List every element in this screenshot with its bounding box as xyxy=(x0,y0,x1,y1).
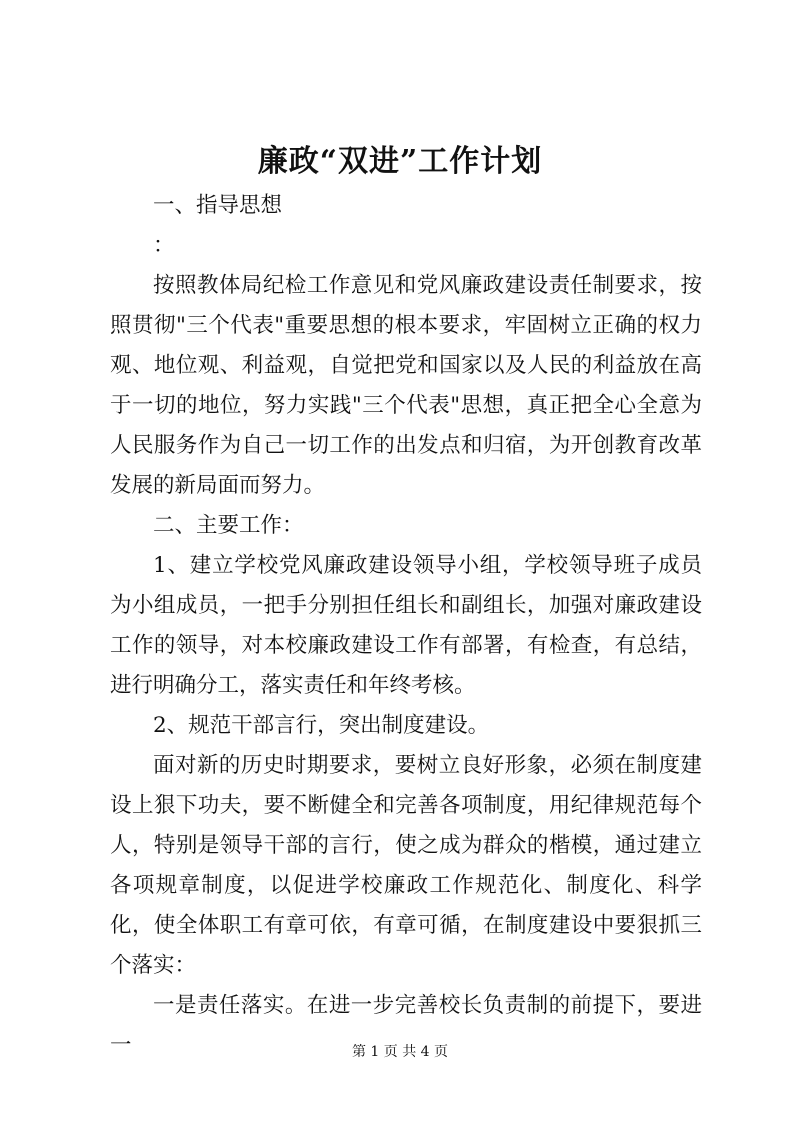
section-heading-main-work: 二、主要工作： xyxy=(153,513,304,538)
colon-line: ： xyxy=(153,233,175,258)
document-body xyxy=(110,186,702,1066)
paragraph-item-2: 2、规范干部言行，突出制度建设。 xyxy=(153,713,490,738)
paragraph-item-1: 1、建立学校党风廉政建设领导小组，学校领导班子成员为小组成员，一把手分别担任组长和副组长，加强对廉政建设工作的领导，对本校廉政建设工作有部署，有检查，有总结，进行明确分工，落实责任和年终考核。 xyxy=(110,553,702,698)
paragraph-responsibility: 一是责任落实。在进一步完善校长负责制的前提下，要进一 xyxy=(110,993,702,1058)
paragraph-guiding-ideology: 按照教体局纪检工作意见和党风廉政建设责任制要求，按照贯彻"三个代表"重要思想的根本要求，牢固树立正确的权力观、地位观、利益观，自觉把党和国家以及人民的利益放在高于一切的地位，努力实践"三个代表"思想，真正把全心全意为人民服务作为自己一切工作的出发点和归宿，为开创教育改革发展的新局面而努力。 xyxy=(110,273,702,498)
paragraph-system-building: 面对新的历史时期要求，要树立良好形象，必须在制度建设上狠下功夫，要不断健全和完善各项制度，用纪律规范每个人，特别是领导干部的言行，使之成为群众的楷模，通过建立各项规章制度，以促进学校廉政工作规范化、制度化、科学化，使全体职工有章可依，有章可循，在制度建设中要狠抓三个落实： xyxy=(110,753,702,978)
page-footer: 第 1 页 共 4 页 xyxy=(351,1044,449,1060)
document-title: 廉政“双进”工作计划 xyxy=(257,144,543,179)
section-heading-guiding-ideology: 一、指导思想 xyxy=(153,193,283,218)
